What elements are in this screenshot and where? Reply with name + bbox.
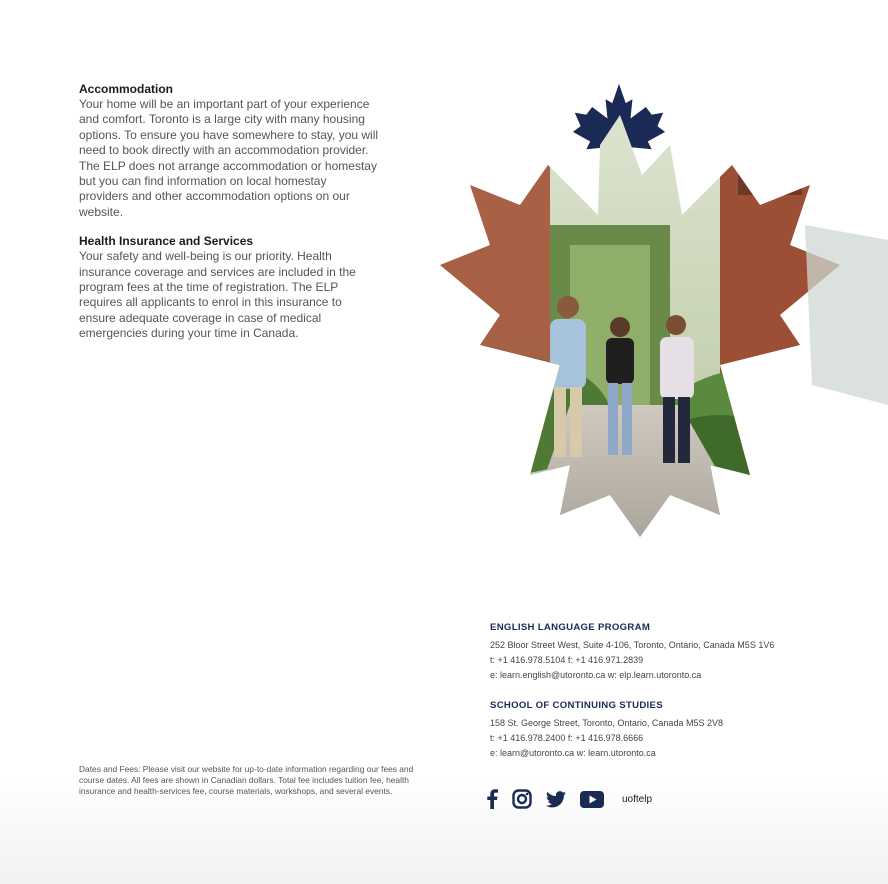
scs-address: 158 St. George Street, Toronto, Ontario, Canada M5S 2V8 — [490, 718, 723, 728]
instagram-icon[interactable] — [512, 788, 532, 810]
scs-contact — [490, 699, 870, 761]
accommodation-heading: Accommodation — [79, 82, 174, 96]
elp-email: e: learn.english@utoronto.ca w: elp.learn.utoronto.ca — [490, 670, 702, 680]
accommodation-body: Your home will be an important part of your experience and comfort. Toronto is a large city with many housing options. To ensure you have somewhere to stay, you will need to book directly with an accommodation provider. The ELP does not arrange accommodation or homestay but you can find information on local homestay providers and other accommodation options on our website. — [79, 97, 379, 219]
scs-email: e: learn@utoronto.ca w: learn.utoronto.ca — [490, 748, 656, 758]
facebook-icon[interactable] — [486, 788, 498, 810]
health-body: Your safety and well-being is our priority. Health insurance coverage and services are included in the program fees at the time of registration. The ELP requires all applicants to enrol in this insurance to ensure adequate coverage in case of medical emergencies during your time in Canada. — [79, 249, 356, 341]
elp-title: ENGLISH LANGUAGE PROGRAM — [490, 622, 651, 633]
elp-contact — [490, 621, 870, 683]
scs-phone: t: +1 416.978.2400 f: +1 416.978.6666 — [490, 733, 644, 743]
elp-address: 252 Bloor Street West, Suite 4-106, Toronto, Ontario, Canada M5S 1V6 — [490, 640, 775, 650]
left-column — [79, 82, 379, 356]
dates-and-fees-disclaimer: Dates and Fees: Please visit our website for up-to-date information regarding our fees and course dates. All fees are shown in Canadian dollars. Total fee includes tuition fee, health insurance and health-services fee, course materials, workshops, and several events. — [79, 764, 414, 796]
social-handle[interactable]: uoftelp — [622, 793, 653, 805]
accommodation-section — [79, 82, 379, 220]
social-links — [486, 788, 652, 810]
contact-block — [490, 621, 870, 777]
hero-maple-leaf-photo — [420, 75, 888, 545]
scs-title: SCHOOL OF CONTINUING STUDIES — [490, 700, 663, 711]
twitter-icon[interactable] — [546, 788, 566, 810]
youtube-icon[interactable] — [580, 788, 604, 810]
health-section — [79, 234, 379, 341]
health-heading: Health Insurance and Services — [79, 234, 254, 249]
elp-phone: t: +1 416.978.5104 f: +1 416.971.2839 — [490, 655, 644, 665]
